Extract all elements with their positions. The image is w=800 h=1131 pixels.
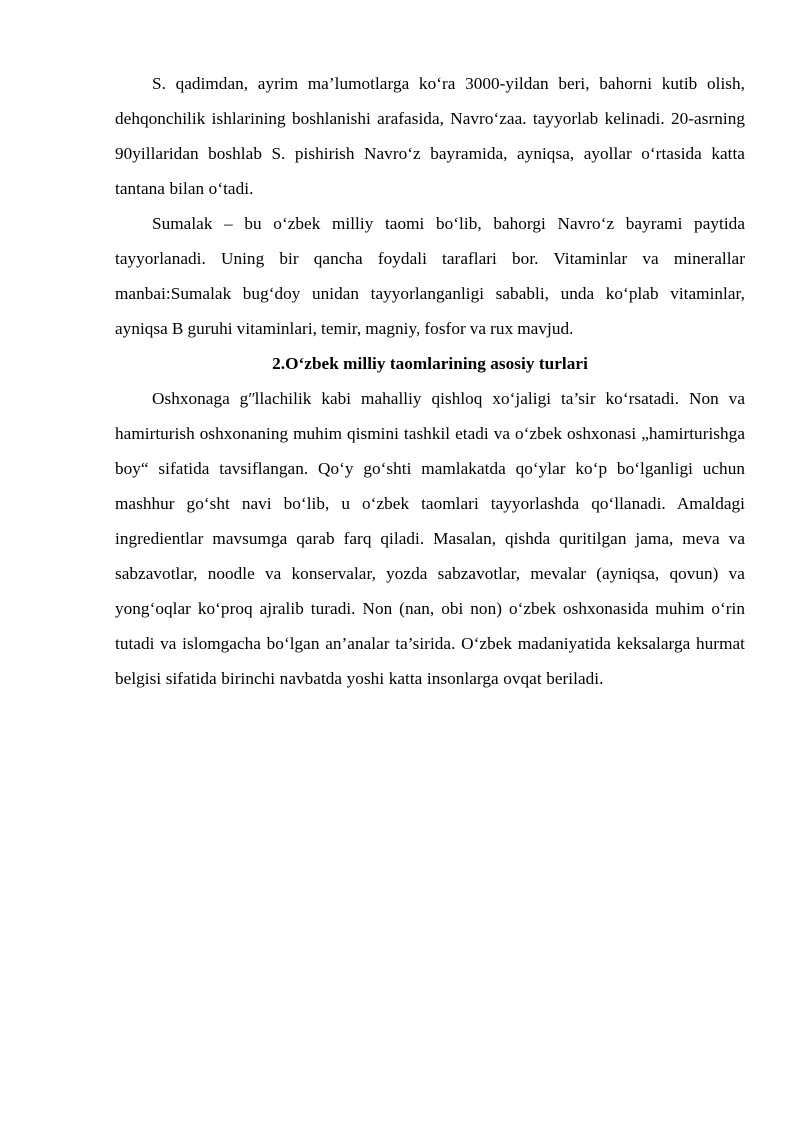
page-text-body <box>115 66 745 696</box>
paragraph-uzbek-cuisine: Oshxonaga gʺllachilik kabi mahalliy qishloq xoʻjaligi ta’sir koʻrsatadi. Non va hamirturish oshxonaning muhim qismini tashkil etadi va oʻzbek oshxonasi „hamirturishga boy“ sifatida tavsiflangan. Qoʻy goʻshti mamlakatda qoʻylar koʻp boʻlganligi uchun mashhur goʻsht navi boʻlib, u oʻzbek taomlari tayyorlashda qoʻllanadi. Amaldagi ingredientlar mavsumga qarab farq qiladi. Masalan, qishda quritilgan jama, meva va sabzavotlar, noodle va konservalar, yozda sabzavotlar, mevalar (ayniqsa, qovun) va yongʻoqlar koʻproq ajralib turadi. Non (nan, obi non) oʻzbek oshxonasida muhim oʻrin tutadi va islomgacha boʻlgan an’analar ta’sirida. Oʻzbek madaniyatida keksalarga hurmat belgisi sifatida birinchi navbatda yoshi katta insonlarga ovqat beriladi. <box>115 389 745 688</box>
section-heading-2: 2.Oʻzbek milliy taomlarining asosiy turlari <box>272 354 588 373</box>
paragraph-navruz-history: S. qadimdan, ayrim ma’lumotlarga koʻra 3000-yildan beri, bahorni kutib olish, dehqonchilik ishlarining boshlanishi arafasida, Navroʻzaa. tayyorlab kelinadi. 20-asrning 90yillaridan boshlab S. pishirish Navroʻz bayramida, ayniqsa, ayollar oʻrtasida katta tantana bilan oʻtadi. <box>115 74 745 198</box>
paragraph-sumalak: Sumalak – bu oʻzbek milliy taomi boʻlib, bahorgi Navroʻz bayrami paytida tayyorlanadi. Uning bir qancha foydali taraflari bor. Vitaminlar va minerallar manbai:Sumalak bugʻdoy unidan tayyorlanganligi sababli, unda koʻplab vitaminlar, ayniqsa B guruhi vitaminlari, temir, magniy, fosfor va rux mavjud. <box>115 214 745 338</box>
